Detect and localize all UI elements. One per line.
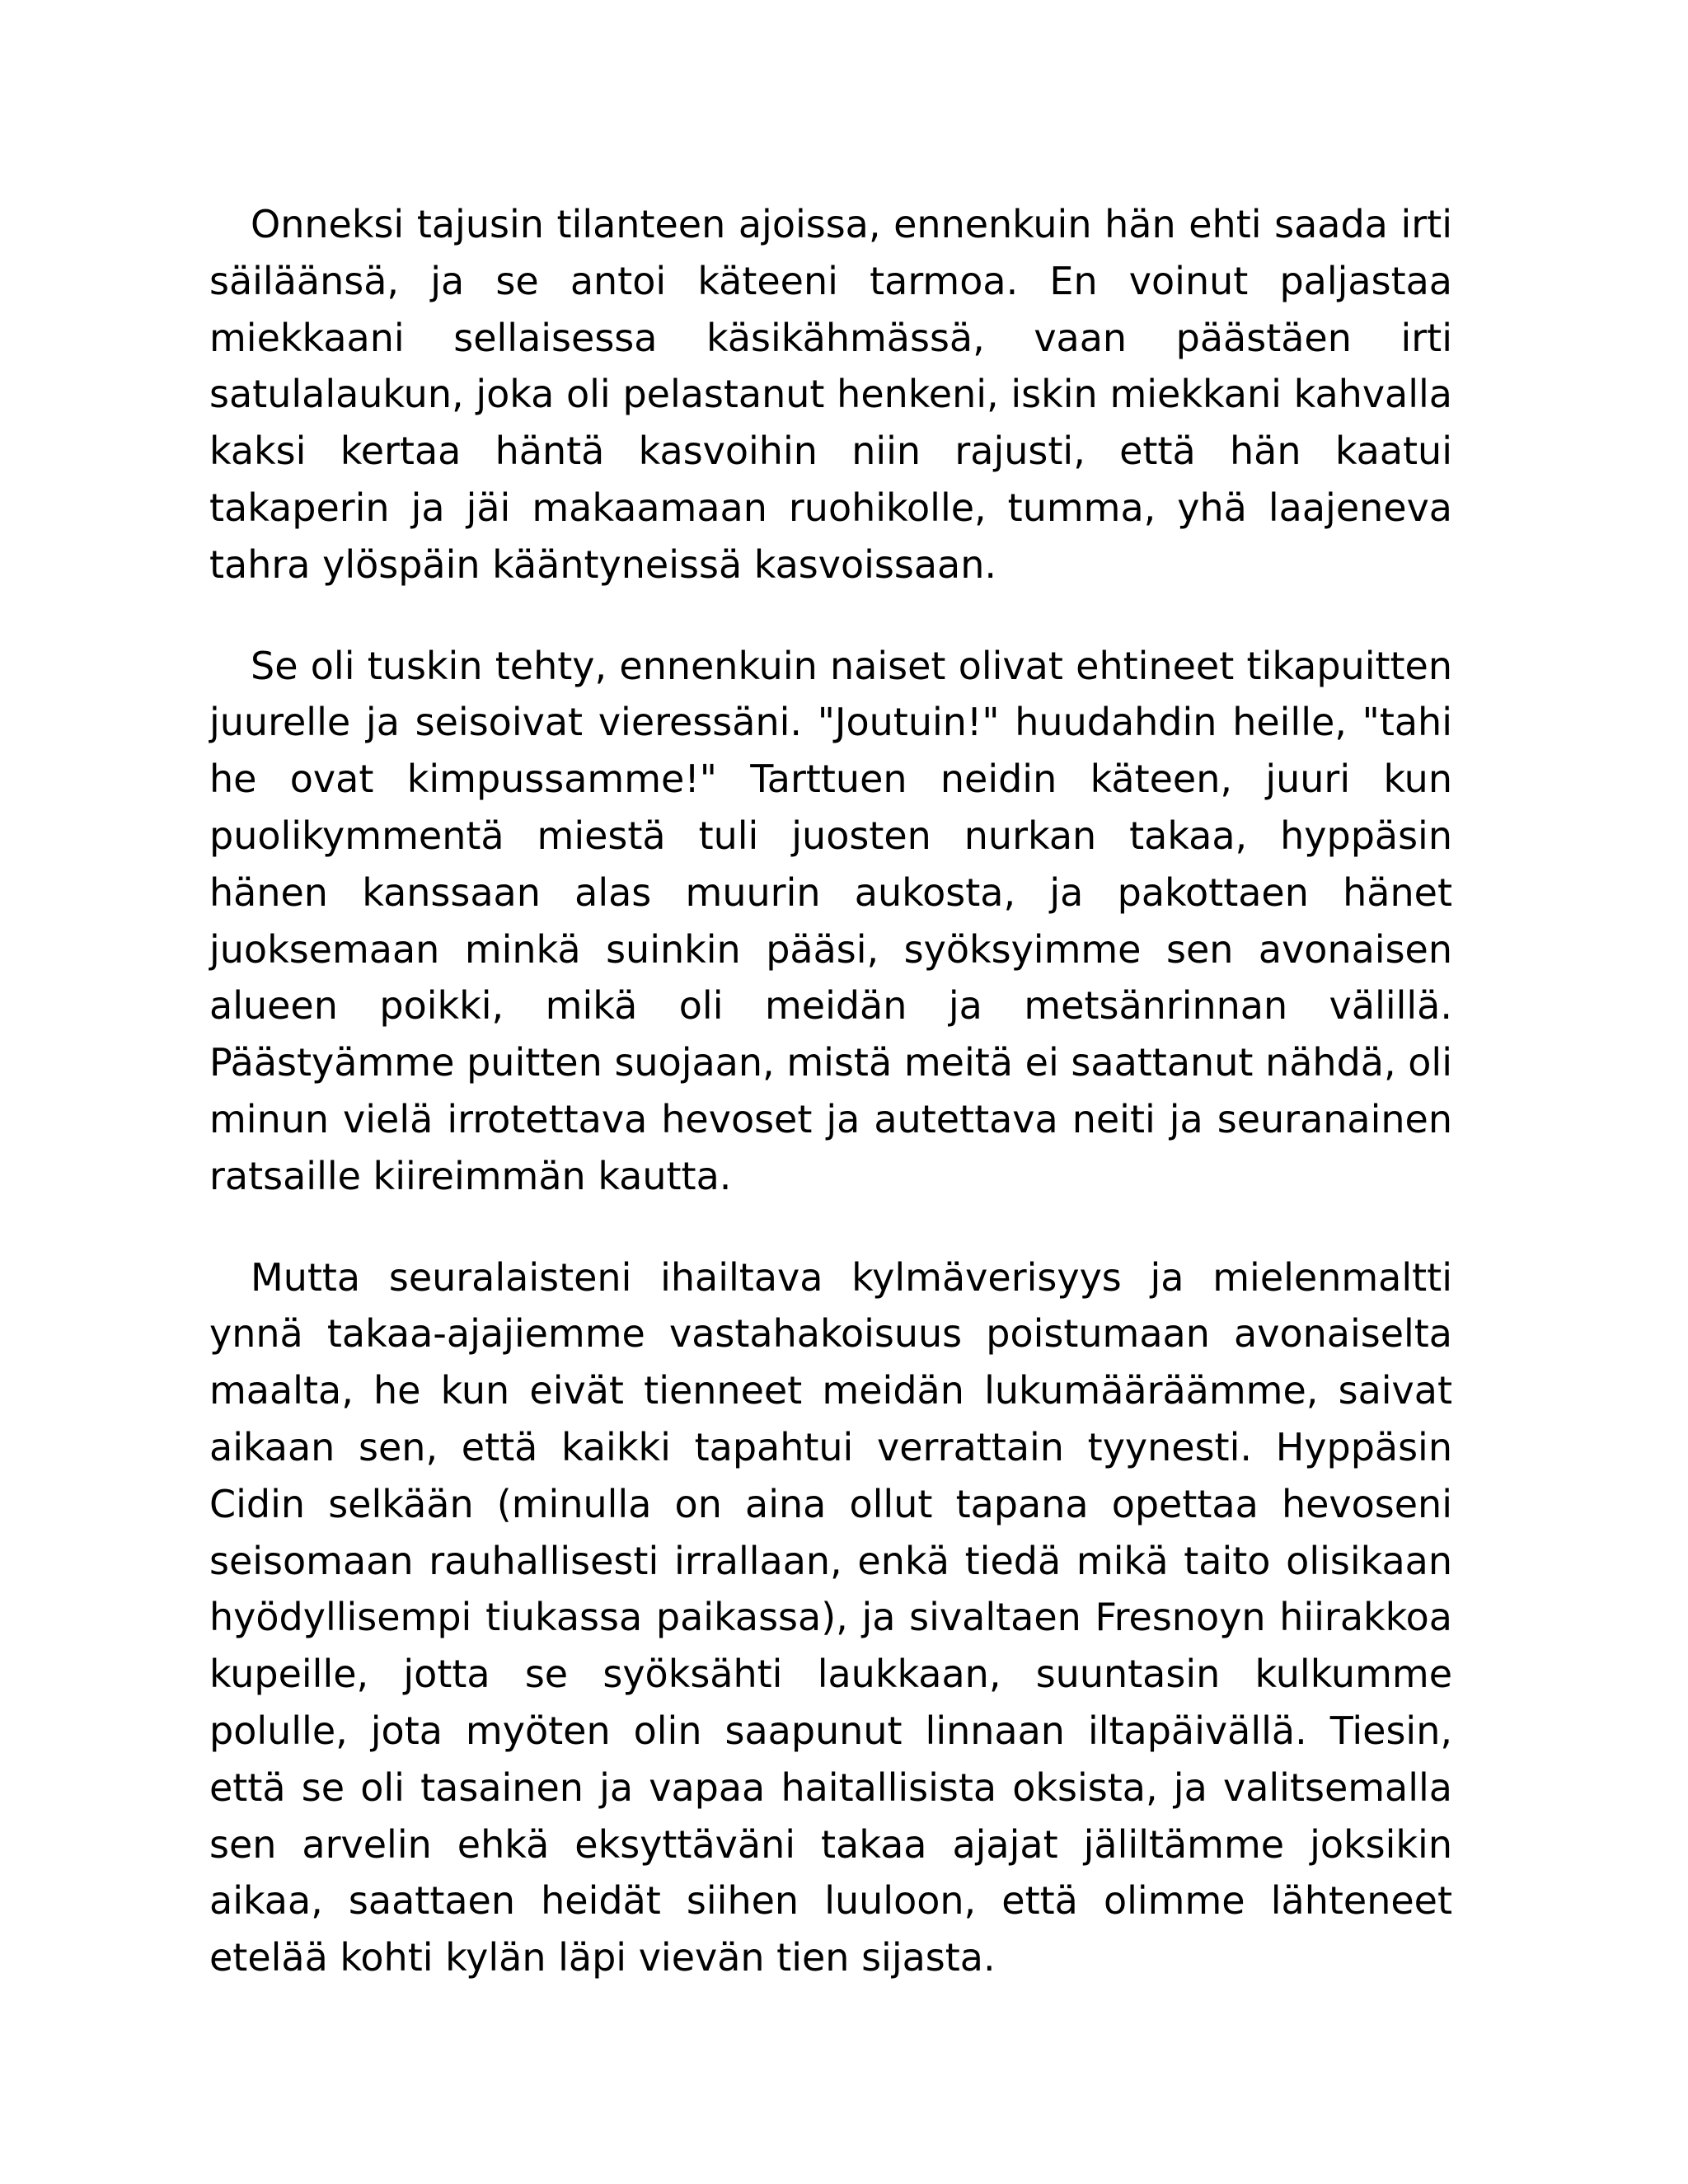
paragraph-1: Onneksi tajusin tilanteen ajoissa, ennenkuin hän ehti saada irti säiläänsä, ja se antoi käteeni tarmoa. En voinut paljastaa miekkaani sellaisessa käsikähmässä, vaan päästäen irti satulalaukun, joka oli pelastanut henkeni, iskin miekkani kahvalla kaksi kertaa häntä kasvoihin niin rajusti, että hän kaatui takaperin ja jäi makaamaan ruohikolle, tumma, yhä laajeneva tahra ylöspäin kääntyneissä kasvoissaan.	[209, 202, 1452, 587]
paragraph-2: Se oli tuskin tehty, ennenkuin naiset olivat ehtineet tikapuitten juurelle ja seisoivat vieressäni. "Joutuin!" huudahdin heille, "tahi he ovat kimpussamme!" Tarttuen neidin käteen, juuri kun puolikymmentä miestä tuli juosten nurkan takaa, hyppäsin hänen kanssaan alas muurin aukosta, ja pakottaen hänet juoksemaan minkä suinkin pääsi, syöksyimme sen avonaisen alueen poikki, mikä oli meidän ja metsänrinnan välillä. Päästyämme puitten suojaan, mistä meitä ei saattanut nähdä, oli minun vielä irrotettava hevoset ja autettava neiti ja seuranainen ratsaille kiireimmän kautta.	[209, 643, 1452, 1198]
paragraph-3: Mutta seuralaisteni ihailtava kylmäverisyys ja mielenmaltti ynnä takaa-ajajiemme vastahakoisuus poistumaan avonaiselta maalta, he kun eivät tienneet meidän lukumääräämme, saivat aikaan sen, että kaikki tapahtui verrattain tyynesti. Hyppäsin Cidin selkään (minulla on aina ollut tapana opettaa hevoseni seisomaan rauhallisesti irrallaan, enkä tiedä mikä taito olisikaan hyödyllisempi tiukassa paikassa), ja sivaltaen Fresnoyn hiirakkoa kupeille, jotta se syöksähti laukkaan, suuntasin kulkumme polulle, jota myöten olin saapunut linnaan iltapäivällä. Tiesin, että se oli tasainen ja vapaa haitallisista oksista, ja valitsemalla sen arvelin ehkä eksyttäväni takaa ajajat jäliltämme joksikin aikaa, saattaen heidät siihen luuloon, että olimme lähteneet etelää kohti kylän läpi vievän tien sijasta.	[209, 1254, 1452, 1980]
document-page	[209, 196, 1452, 1986]
